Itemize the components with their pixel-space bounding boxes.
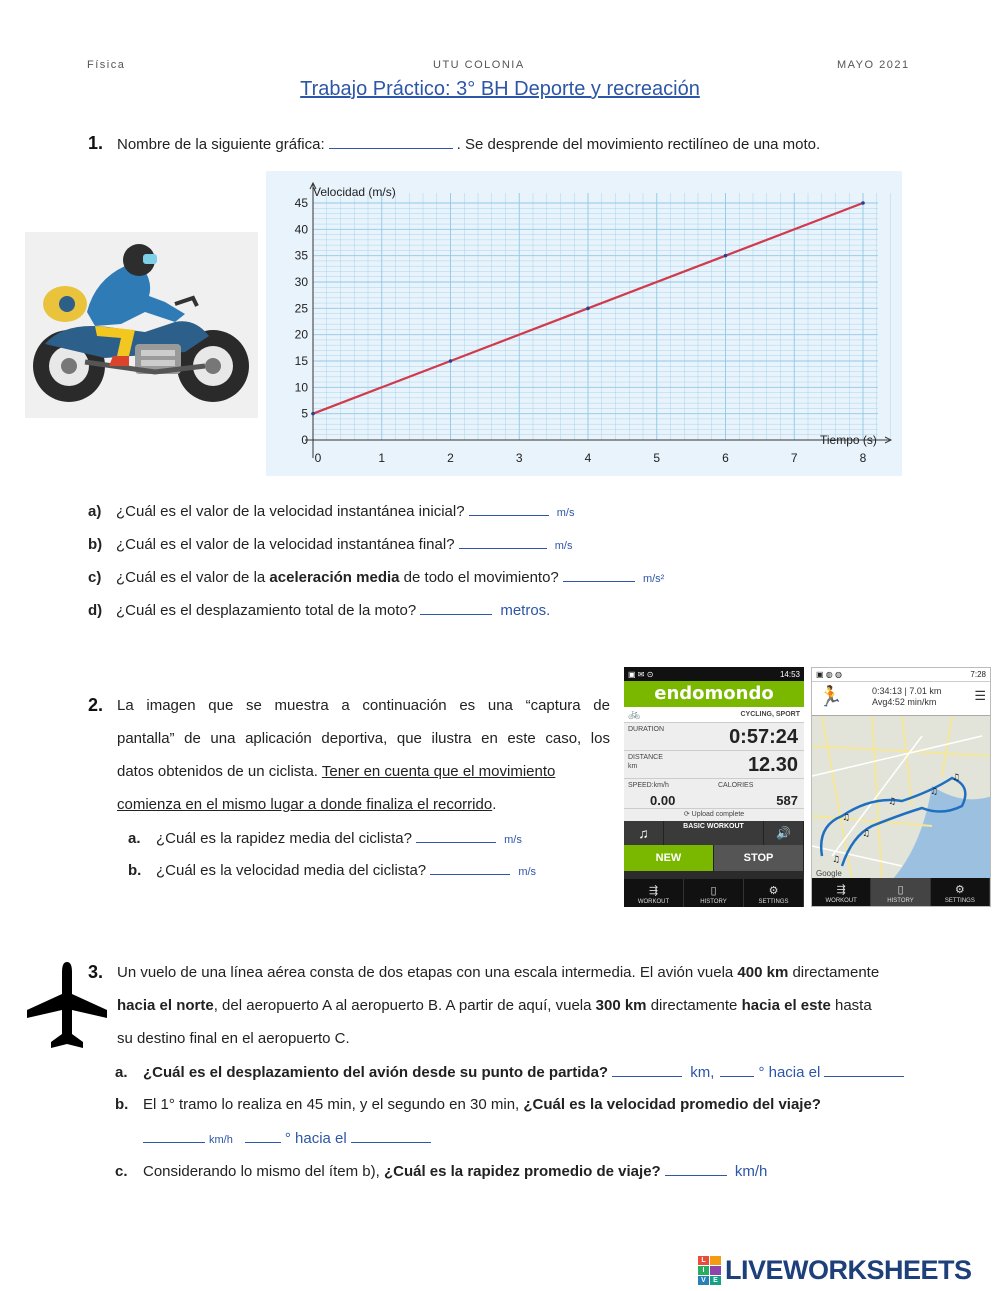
chart-data-point [861,201,865,205]
route-map [812,716,991,880]
q3-item-a-text: ¿Cuál es el desplazamiento del avión desde su punto de partida? [143,1064,609,1081]
phone1-nav-workout[interactable] [624,879,684,907]
q3-item-b-answers [143,1129,435,1147]
phone1-distance: 12.30 [747,754,798,776]
q3-item-a-unit-1: km, [690,1064,715,1081]
phone1-new-button[interactable]: NEW [624,845,714,871]
q1-item-c-unit: m/s² [642,573,665,585]
chart-y-axis-label: Velocidad (m/s) [313,185,396,199]
q3-line-3: su destino final en el aeropuerto C. [117,1030,350,1047]
phone1-time: 14:53 [779,669,800,679]
phone2-line2: Avg4:52 min/km [872,697,937,707]
phone1-calories-label: CALORIES [718,782,754,789]
logo-mark [698,1256,721,1285]
logo-block [710,1266,721,1275]
phone1-nav-settings-label: SETTINGS [758,899,789,905]
q3-item-b-text-2: ¿Cuál es la velocidad promedio del viaje? [523,1096,821,1113]
phone1-nav-workout-label: WORKOUT [637,899,670,905]
q2-underlined-2: comienza en el mismo lugar a donde finaliza el recorrido [117,796,493,813]
phone2-status-bar [812,668,990,682]
chart-x-tick-label: 0 [314,451,322,465]
phone1-sport: CYCLING, SPORT [740,711,800,718]
q2-period: . [492,796,497,813]
phone1-actions [624,845,804,871]
q1-item-b-blank[interactable] [459,535,547,549]
logo-letter-i: I [698,1266,709,1275]
chart-y-tick-label: 20 [294,327,308,342]
q3-item-b-blank-3[interactable] [351,1129,431,1143]
logo-letter-v: V [698,1276,709,1285]
q1-item-b-text: ¿Cuál es el valor de la velocidad instantánea final? [116,536,455,553]
logo-letter-l: L [698,1256,709,1265]
chart-x-axis-label: Tiempo (s) [820,433,877,447]
q1-item-a-unit: m/s [556,507,575,519]
phone2-nav-settings[interactable] [931,878,990,906]
q2-item-a-blank[interactable] [416,829,496,843]
settings-icon: ⚙ [768,885,779,897]
q1-item-b-unit: m/s [554,540,573,552]
q3-item-a-label: a. [115,1064,128,1081]
header-subject: Física [87,59,126,71]
volume-icon[interactable]: 🔊 [764,821,804,845]
q1-graph-name-blank[interactable] [329,135,453,149]
q3-line-2-end: hasta [834,997,872,1014]
phone1-distance-unit: km [628,763,638,770]
q3-line-2-direct: directamente [650,997,738,1014]
map-note-icon: ♫ [888,797,897,807]
chart-y-tick-label: 30 [294,275,308,289]
motorcycle-icon [25,232,258,418]
chart-y-tick-label: 40 [294,222,308,237]
q3-item-a-blank-3[interactable] [824,1063,904,1077]
q2-line-4 [117,796,496,813]
phone1-speed-row [624,779,804,809]
q2-item-a-unit: m/s [504,834,522,846]
phone1-nav-history-label: HISTORY [700,899,727,905]
q1-item-c-blank[interactable] [563,568,635,582]
q1-item-c-text-after: de todo el movimiento? [403,569,559,586]
phone1-sport-row [624,707,804,723]
phone1-status-icons: ▣ ✉ ⊙ [628,669,654,679]
chart-y-tick-label: 45 [294,196,308,210]
q3-line-1 [117,964,879,981]
logo-block [710,1256,721,1265]
chart-x-tick-label: 3 [515,451,523,465]
runner-icon: 🏃 [818,686,843,708]
phone1-duration-row [624,723,804,751]
phone1-bottom-nav [624,879,804,907]
chart-y-tick-label: 10 [294,380,308,395]
q1-item-a-text: ¿Cuál es el valor de la velocidad instantánea inicial? [116,503,465,520]
q1-item-c-bold: aceleración media [269,569,400,586]
q1-number: 1. [88,133,104,153]
chart-x-tick-label: 8 [859,451,867,465]
phone2-nav-history[interactable] [871,878,930,906]
phone1-duration: 0:57:24 [729,726,798,748]
q1-item-c [88,568,664,586]
q3-item-b-unit-2: ° hacia el [284,1130,347,1147]
q3-item-b-label: b. [115,1096,129,1113]
chart-data-point [449,359,453,363]
header-date: MAYO 2021 [837,59,910,71]
q1-item-d-text: ¿Cuál es el desplazamiento total de la moto? [116,602,417,619]
chart-x-tick-label: 4 [584,451,592,465]
q2-item-a [128,829,522,847]
phone1-calories: 587 [776,793,798,808]
q3-item-a-blank-1[interactable] [612,1063,682,1077]
phone1-upload: Upload complete [691,811,745,818]
q3-item-c [115,1162,767,1180]
q3-east: hacia el este [741,997,831,1014]
q1-statement [117,135,820,153]
q2-line-3 [117,763,555,780]
map-note-icon: ♫ [832,855,841,865]
q2-item-b-text: ¿Cuál es la velocidad media del ciclista? [156,862,427,879]
chart-y-tick-label: 0 [301,433,308,447]
phone2-time: 7:28 [970,670,986,679]
q2-item-b-unit: m/s [518,866,537,878]
map-note-icon: ♫ [842,813,851,823]
chart-x-tick-label: 5 [653,451,661,465]
chart-y-tick-label: 25 [294,301,308,316]
phone1-speed: 0.00 [650,793,676,808]
q3-item-b-blank-2[interactable] [245,1129,281,1143]
q3-item-b-text-1: El 1° tramo lo realiza en 45 min, y el segundo en 30 min, [143,1096,520,1113]
chart-y-tick-label: 35 [294,248,308,263]
chart-y-tick-label: 5 [301,406,308,421]
q1-item-c-label: c) [88,569,102,586]
phone2-nav-workout-label: WORKOUT [825,898,857,904]
q3-item-a [115,1063,908,1081]
history-icon: ▯ [710,885,717,897]
chart-x-tick-label: 7 [790,451,798,465]
q1-item-d-blank[interactable] [420,601,492,615]
phone1-nav-settings[interactable] [744,879,804,907]
liveworksheets-logo [698,1255,972,1285]
workout-icon: ⇶ [648,885,659,897]
q3-item-a-unit-2: ° hacia el [758,1064,821,1081]
logo-text: LIVEWORKSHEETS [725,1254,972,1285]
map-note-icon: ♫ [862,829,871,839]
q2-item-b-label: b. [128,862,142,879]
q3-north: hacia el norte [117,997,214,1014]
chart-data-point [311,412,315,416]
menu-icon[interactable]: ☰ [974,688,986,703]
header-school: UTU COLONIA [433,59,525,71]
q2-item-a-label: a. [128,830,141,847]
chart-x-tick-label: 6 [722,451,729,465]
chart-x-tick-label: 2 [447,451,454,465]
phone2-bottom-nav [812,878,990,906]
phone1-distance-label: DISTANCE [628,754,663,761]
phone1-basic-workout[interactable]: BASIC WORKOUT [664,821,764,845]
q3-item-c-text-1: Considerando lo mismo del ítem b), [143,1163,380,1180]
page-title: Trabajo Práctico: 3° BH Deporte y recreación [300,78,700,100]
phone2-nav-workout[interactable] [812,878,871,906]
q2-line-3-text: datos obtenidos de un ciclista. [117,763,318,780]
phone1-distance-row [624,751,804,779]
q2-item-b-blank[interactable] [430,861,510,875]
q3-item-b-blank-1[interactable] [143,1129,205,1143]
history-icon: ▯ [897,884,904,896]
chart-svg [266,171,902,476]
endomondo-screenshot [624,667,804,907]
q2-item-a-text: ¿Cuál es la rapidez media del ciclista? [156,830,412,847]
q3-item-a-blank-2[interactable] [720,1063,754,1077]
q3-400km: 400 km [737,964,789,981]
phone1-upload-row [624,809,804,821]
phone1-stop-button[interactable]: STOP [714,845,804,871]
q1-item-d [88,601,550,619]
phone2-nav-history-label: HISTORY [887,898,914,904]
q2-number: 2. [88,695,104,715]
chart-data-point [724,254,728,258]
q2-item-b [128,861,536,879]
q1-item-b-label: b) [88,536,103,553]
workout-icon: ⇶ [836,884,846,896]
q3-line-1-end: directamente [792,964,880,981]
q3-item-b-unit-1: km/h [209,1134,233,1146]
q2-line-2: pantalla” de una aplicación deportiva, que ilustra en este caso, los [117,730,610,747]
q1-item-a-label: a) [88,503,102,520]
phone2-status-icons: ▣ ◍ ◍ [816,670,842,679]
q3-item-c-label: c. [115,1163,128,1180]
chart-y-tick-label: 15 [294,354,308,368]
map-note-icon: ♫ [952,773,961,783]
upload-icon: ⟳ [683,811,690,818]
q2-line-1: La imagen que se muestra a continuación es una “captura de [117,697,610,714]
q1-text-after: . Se desprende del movimiento rectilíneo de una moto. [456,136,821,153]
map-svg [812,716,991,880]
q1-item-c-text-before: ¿Cuál es el valor de la [116,569,266,586]
phone1-controls [624,821,804,845]
phone2-line1: 0:34:13 | 7.01 km [872,686,942,696]
q1-item-d-label: d) [88,602,103,619]
q3-item-c-unit: km/h [734,1163,768,1180]
q3-item-c-text-2: ¿Cuál es la rapidez promedio de viaje? [383,1163,661,1180]
q3-item-c-blank[interactable] [665,1162,727,1176]
settings-icon: ⚙ [954,884,965,896]
q3-line-2 [117,997,872,1014]
q1-item-d-unit: metros. [500,602,551,619]
q1-text-before: Nombre de la siguiente gráfica: [117,136,325,153]
q1-item-a [88,502,574,520]
q3-300km: 300 km [595,997,647,1014]
phone1-nav-history[interactable] [684,879,744,907]
phone2-nav-settings-label: SETTINGS [944,898,975,904]
logo-letter-e: E [710,1276,721,1285]
phone1-duration-label: DURATION [628,726,665,733]
music-icon[interactable]: ♫ [624,821,664,845]
endomondo-logo: endomondo [624,681,804,707]
velocity-time-chart [266,171,902,476]
q3-number: 3. [88,962,104,982]
chart-x-tick-label: 1 [378,451,386,465]
motorcycle-illustration [25,232,258,418]
q1-item-a-blank[interactable] [469,502,549,516]
phone1-status-bar [624,667,804,681]
q3-line-2-text: , del aeropuerto A al aeropuerto B. A partir de aquí, vuela [213,997,592,1014]
q3-line-1-text: Un vuelo de una línea aérea consta de dos etapas con una escala intermedia. El avión vuela [117,964,734,981]
map-screenshot [811,667,991,907]
q1-item-b [88,535,572,553]
map-note-icon: ♫ [930,787,939,797]
bicycle-icon: 🚲 [628,709,641,720]
q3-item-b [115,1096,821,1113]
q2-underlined-1: Tener en cuenta que el movimiento [321,763,556,780]
chart-data-point [586,307,590,311]
map-google-label: Google [816,869,842,878]
phone2-summary [812,682,990,716]
phone1-speed-label: SPEED:km/h [628,782,669,789]
